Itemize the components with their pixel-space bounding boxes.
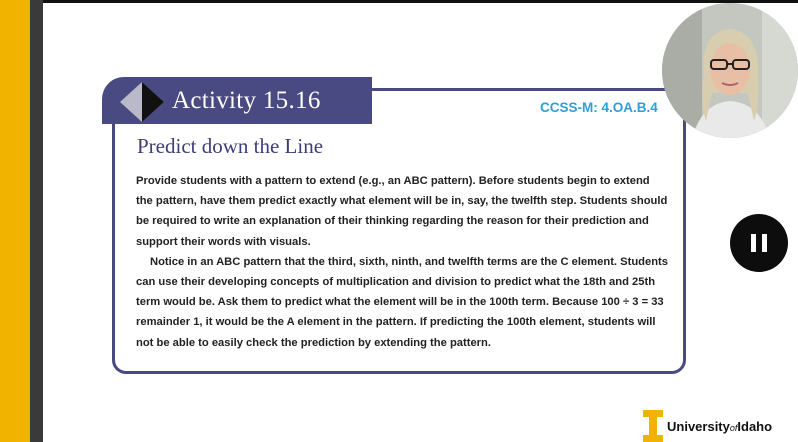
activity-body [136,171,668,353]
pause-icon-bar [762,234,767,252]
logo-university: University [667,419,730,434]
diamond-icon [118,80,168,124]
standard-code: CCSS-M: 4.OA.B.4 [540,100,658,115]
dark-side-stripe [30,0,43,442]
pause-button[interactable] [730,214,788,272]
presenter-webcam [662,3,798,138]
logo-of: of [729,423,738,433]
paragraph-1: Provide students with a pattern to extend (e.g., an ABC pattern). Before students begin to extend the pattern, have them predict exactly what element will be in, say, the twelfth step. Students should be required to write an explanation of their thinking regarding the reason for their prediction and support their words with visuals. [136,175,668,248]
header-rule [372,88,686,91]
university-logo [643,410,793,442]
logo-idaho: Idaho [737,419,773,434]
pause-icon [751,234,756,252]
top-edge [0,0,798,3]
activity-title: Activity 15.16 [172,87,321,114]
paragraph-2: Notice in an ABC pattern that the third, sixth, ninth, and twelfth terms are the C element. Students can use their developing concepts of multiplication and division to predict what the 18th and 25th term would be. Ask them to predict what the element will be in the 100th term. Because 100 ÷ 3 = 33 remainder 1, it would be the A element in the pattern. If predicting the 100th element, students will not be able to easily check the prediction by extending the pattern. [136,255,668,349]
university-name [667,419,772,434]
gold-side-stripe [0,0,30,442]
idaho-i-icon [643,410,663,442]
activity-subtitle: Predict down the Line [137,134,324,158]
